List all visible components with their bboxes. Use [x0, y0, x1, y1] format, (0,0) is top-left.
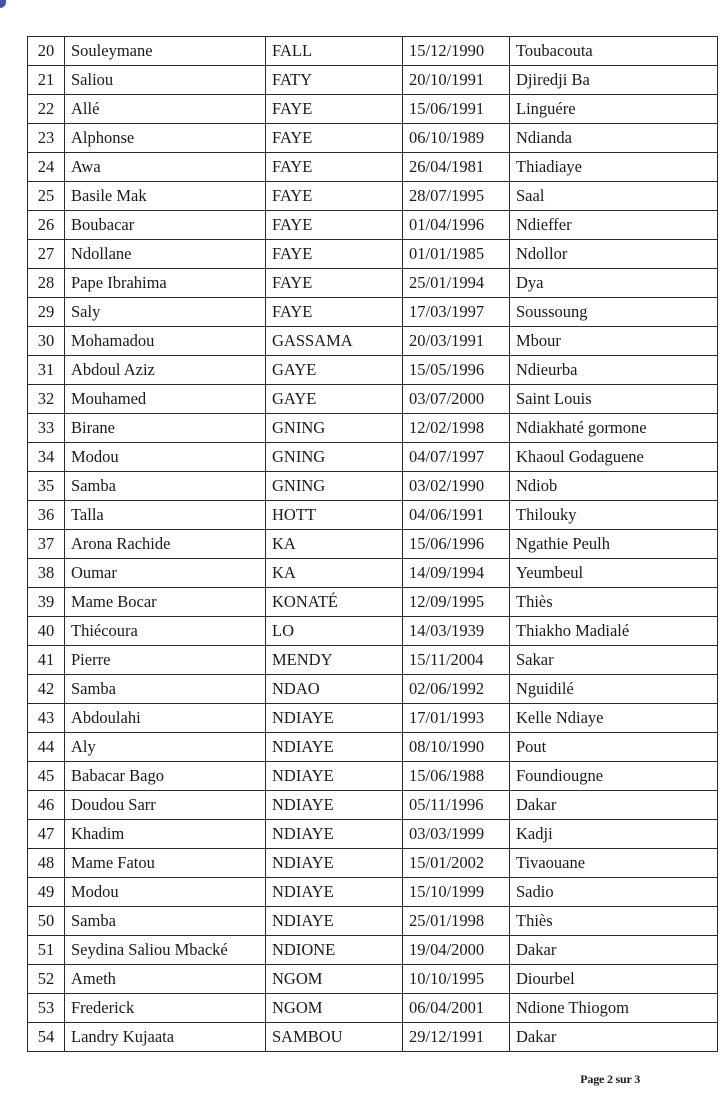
table-row [28, 559, 718, 588]
last-name-cell: FAYE [266, 124, 403, 153]
table-row [28, 1023, 718, 1052]
last-name-cell: LO [266, 617, 403, 646]
row-number: 50 [28, 907, 65, 936]
first-name-cell: Oumar [65, 559, 266, 588]
birth-date-cell: 06/10/1989 [403, 124, 510, 153]
first-name-cell: Modou [65, 443, 266, 472]
candidates-table [27, 36, 718, 1052]
table-row [28, 414, 718, 443]
last-name-cell: GAYE [266, 385, 403, 414]
birth-place-cell: Ndieffer [510, 211, 718, 240]
birth-date-cell: 26/04/1981 [403, 153, 510, 182]
last-name-cell: GNING [266, 472, 403, 501]
birth-place-cell: Ndiakhaté gormone [510, 414, 718, 443]
first-name-cell: Souleymane [65, 37, 266, 66]
last-name-cell: GASSAMA [266, 327, 403, 356]
birth-place-cell: Dakar [510, 791, 718, 820]
row-number: 40 [28, 617, 65, 646]
last-name-cell: GNING [266, 414, 403, 443]
row-number: 37 [28, 530, 65, 559]
table-row [28, 646, 718, 675]
last-name-cell: NDIAYE [266, 791, 403, 820]
birth-place-cell: Toubacouta [510, 37, 718, 66]
first-name-cell: Mohamadou [65, 327, 266, 356]
last-name-cell: FATY [266, 66, 403, 95]
scan-corner-mark [0, 0, 6, 8]
birth-date-cell: 02/06/1992 [403, 675, 510, 704]
row-number: 47 [28, 820, 65, 849]
row-number: 22 [28, 95, 65, 124]
birth-place-cell: Thiadiaye [510, 153, 718, 182]
table-row [28, 327, 718, 356]
last-name-cell: HOTT [266, 501, 403, 530]
birth-date-cell: 03/02/1990 [403, 472, 510, 501]
birth-date-cell: 29/12/1991 [403, 1023, 510, 1052]
first-name-cell: Doudou Sarr [65, 791, 266, 820]
last-name-cell: NDIONE [266, 936, 403, 965]
last-name-cell: KONATÉ [266, 588, 403, 617]
birth-date-cell: 25/01/1998 [403, 907, 510, 936]
row-number: 27 [28, 240, 65, 269]
birth-date-cell: 15/05/1996 [403, 356, 510, 385]
row-number: 36 [28, 501, 65, 530]
birth-place-cell: Ngathie Peulh [510, 530, 718, 559]
birth-date-cell: 08/10/1990 [403, 733, 510, 762]
birth-place-cell: Saint Louis [510, 385, 718, 414]
table-row [28, 182, 718, 211]
last-name-cell: NDIAYE [266, 762, 403, 791]
first-name-cell: Thiécoura [65, 617, 266, 646]
first-name-cell: Awa [65, 153, 266, 182]
birth-place-cell: Thiès [510, 588, 718, 617]
birth-date-cell: 15/11/2004 [403, 646, 510, 675]
birth-place-cell: Tivaouane [510, 849, 718, 878]
last-name-cell: FAYE [266, 211, 403, 240]
table-row [28, 95, 718, 124]
birth-date-cell: 12/09/1995 [403, 588, 510, 617]
birth-date-cell: 03/03/1999 [403, 820, 510, 849]
birth-date-cell: 17/03/1997 [403, 298, 510, 327]
table-row [28, 269, 718, 298]
birth-place-cell: Sadio [510, 878, 718, 907]
first-name-cell: Frederick [65, 994, 266, 1023]
table-row [28, 878, 718, 907]
birth-date-cell: 04/06/1991 [403, 501, 510, 530]
birth-place-cell: Ndiob [510, 472, 718, 501]
birth-place-cell: Ndianda [510, 124, 718, 153]
table-row [28, 733, 718, 762]
birth-date-cell: 15/06/1991 [403, 95, 510, 124]
table-row [28, 762, 718, 791]
birth-date-cell: 06/04/2001 [403, 994, 510, 1023]
birth-place-cell: Diourbel [510, 965, 718, 994]
birth-place-cell: Khaoul Godaguene [510, 443, 718, 472]
last-name-cell: FALL [266, 37, 403, 66]
row-number: 46 [28, 791, 65, 820]
first-name-cell: Abdoulahi [65, 704, 266, 733]
first-name-cell: Mame Bocar [65, 588, 266, 617]
birth-date-cell: 12/02/1998 [403, 414, 510, 443]
last-name-cell: FAYE [266, 182, 403, 211]
birth-place-cell: Kadji [510, 820, 718, 849]
last-name-cell: GAYE [266, 356, 403, 385]
row-number: 35 [28, 472, 65, 501]
birth-place-cell: Yeumbeul [510, 559, 718, 588]
table-row [28, 37, 718, 66]
last-name-cell: NDIAYE [266, 878, 403, 907]
first-name-cell: Talla [65, 501, 266, 530]
birth-place-cell: Sakar [510, 646, 718, 675]
birth-date-cell: 20/10/1991 [403, 66, 510, 95]
last-name-cell: FAYE [266, 240, 403, 269]
birth-date-cell: 15/06/1996 [403, 530, 510, 559]
row-number: 33 [28, 414, 65, 443]
birth-place-cell: Ndione Thiogom [510, 994, 718, 1023]
last-name-cell: GNING [266, 443, 403, 472]
birth-date-cell: 15/12/1990 [403, 37, 510, 66]
table-row [28, 588, 718, 617]
birth-date-cell: 04/07/1997 [403, 443, 510, 472]
first-name-cell: Abdoul Aziz [65, 356, 266, 385]
birth-date-cell: 15/01/2002 [403, 849, 510, 878]
last-name-cell: SAMBOU [266, 1023, 403, 1052]
last-name-cell: NDAO [266, 675, 403, 704]
birth-place-cell: Soussoung [510, 298, 718, 327]
first-name-cell: Alphonse [65, 124, 266, 153]
birth-date-cell: 14/09/1994 [403, 559, 510, 588]
birth-date-cell: 01/04/1996 [403, 211, 510, 240]
row-number: 39 [28, 588, 65, 617]
row-number: 29 [28, 298, 65, 327]
first-name-cell: Samba [65, 472, 266, 501]
row-number: 25 [28, 182, 65, 211]
birth-date-cell: 03/07/2000 [403, 385, 510, 414]
first-name-cell: Boubacar [65, 211, 266, 240]
row-number: 41 [28, 646, 65, 675]
table-row [28, 298, 718, 327]
birth-date-cell: 20/03/1991 [403, 327, 510, 356]
table-row [28, 124, 718, 153]
row-number: 49 [28, 878, 65, 907]
first-name-cell: Basile Mak [65, 182, 266, 211]
row-number: 52 [28, 965, 65, 994]
table-row [28, 501, 718, 530]
row-number: 43 [28, 704, 65, 733]
birth-place-cell: Dakar [510, 1023, 718, 1052]
birth-date-cell: 10/10/1995 [403, 965, 510, 994]
birth-date-cell: 01/01/1985 [403, 240, 510, 269]
table-row [28, 849, 718, 878]
row-number: 31 [28, 356, 65, 385]
last-name-cell: FAYE [266, 95, 403, 124]
table-row [28, 443, 718, 472]
birth-date-cell: 14/03/1939 [403, 617, 510, 646]
first-name-cell: Saly [65, 298, 266, 327]
row-number: 34 [28, 443, 65, 472]
birth-date-cell: 28/07/1995 [403, 182, 510, 211]
row-number: 30 [28, 327, 65, 356]
row-number: 45 [28, 762, 65, 791]
last-name-cell: FAYE [266, 298, 403, 327]
first-name-cell: Arona Rachide [65, 530, 266, 559]
last-name-cell: NGOM [266, 965, 403, 994]
table-row [28, 530, 718, 559]
birth-date-cell: 17/01/1993 [403, 704, 510, 733]
birth-date-cell: 15/10/1999 [403, 878, 510, 907]
first-name-cell: Babacar Bago [65, 762, 266, 791]
first-name-cell: Samba [65, 907, 266, 936]
first-name-cell: Allé [65, 95, 266, 124]
birth-place-cell: Kelle Ndiaye [510, 704, 718, 733]
first-name-cell: Ameth [65, 965, 266, 994]
row-number: 48 [28, 849, 65, 878]
table-row [28, 994, 718, 1023]
table-row [28, 675, 718, 704]
row-number: 28 [28, 269, 65, 298]
table-row [28, 153, 718, 182]
birth-date-cell: 25/01/1994 [403, 269, 510, 298]
row-number: 24 [28, 153, 65, 182]
first-name-cell: Aly [65, 733, 266, 762]
table-row [28, 791, 718, 820]
table-row [28, 211, 718, 240]
row-number: 53 [28, 994, 65, 1023]
table-row [28, 617, 718, 646]
birth-place-cell: Saal [510, 182, 718, 211]
table-row [28, 965, 718, 994]
birth-date-cell: 19/04/2000 [403, 936, 510, 965]
birth-date-cell: 15/06/1988 [403, 762, 510, 791]
page-number: Page 2 sur 3 [580, 1072, 640, 1086]
birth-place-cell: Thiakho Madialé [510, 617, 718, 646]
birth-place-cell: Dya [510, 269, 718, 298]
row-number: 32 [28, 385, 65, 414]
first-name-cell: Modou [65, 878, 266, 907]
table-row [28, 820, 718, 849]
table-row [28, 472, 718, 501]
last-name-cell: NDIAYE [266, 733, 403, 762]
row-number: 42 [28, 675, 65, 704]
birth-place-cell: Ndollor [510, 240, 718, 269]
first-name-cell: Landry Kujaata [65, 1023, 266, 1052]
row-number: 54 [28, 1023, 65, 1052]
first-name-cell: Pape Ibrahima [65, 269, 266, 298]
birth-place-cell: Dakar [510, 936, 718, 965]
birth-place-cell: Thiès [510, 907, 718, 936]
birth-place-cell: Linguére [510, 95, 718, 124]
first-name-cell: Saliou [65, 66, 266, 95]
table-row [28, 936, 718, 965]
birth-place-cell: Ndieurba [510, 356, 718, 385]
row-number: 20 [28, 37, 65, 66]
last-name-cell: KA [266, 559, 403, 588]
first-name-cell: Mame Fatou [65, 849, 266, 878]
last-name-cell: NDIAYE [266, 704, 403, 733]
first-name-cell: Seydina Saliou Mbacké [65, 936, 266, 965]
row-number: 23 [28, 124, 65, 153]
last-name-cell: FAYE [266, 153, 403, 182]
last-name-cell: NDIAYE [266, 907, 403, 936]
last-name-cell: MENDY [266, 646, 403, 675]
birth-place-cell: Djiredji Ba [510, 66, 718, 95]
birth-place-cell: Mbour [510, 327, 718, 356]
last-name-cell: KA [266, 530, 403, 559]
first-name-cell: Ndollane [65, 240, 266, 269]
birth-place-cell: Thilouky [510, 501, 718, 530]
row-number: 51 [28, 936, 65, 965]
birth-place-cell: Nguidilé [510, 675, 718, 704]
table-body [28, 37, 718, 1052]
row-number: 21 [28, 66, 65, 95]
row-number: 38 [28, 559, 65, 588]
birth-place-cell: Pout [510, 733, 718, 762]
first-name-cell: Birane [65, 414, 266, 443]
table-row [28, 356, 718, 385]
table-row [28, 907, 718, 936]
first-name-cell: Mouhamed [65, 385, 266, 414]
first-name-cell: Pierre [65, 646, 266, 675]
table-row [28, 385, 718, 414]
birth-date-cell: 05/11/1996 [403, 791, 510, 820]
last-name-cell: NDIAYE [266, 849, 403, 878]
birth-place-cell: Foundiougne [510, 762, 718, 791]
row-number: 26 [28, 211, 65, 240]
first-name-cell: Samba [65, 675, 266, 704]
row-number: 44 [28, 733, 65, 762]
table-row [28, 240, 718, 269]
last-name-cell: NDIAYE [266, 820, 403, 849]
first-name-cell: Khadim [65, 820, 266, 849]
table-row [28, 66, 718, 95]
last-name-cell: NGOM [266, 994, 403, 1023]
last-name-cell: FAYE [266, 269, 403, 298]
table-row [28, 704, 718, 733]
